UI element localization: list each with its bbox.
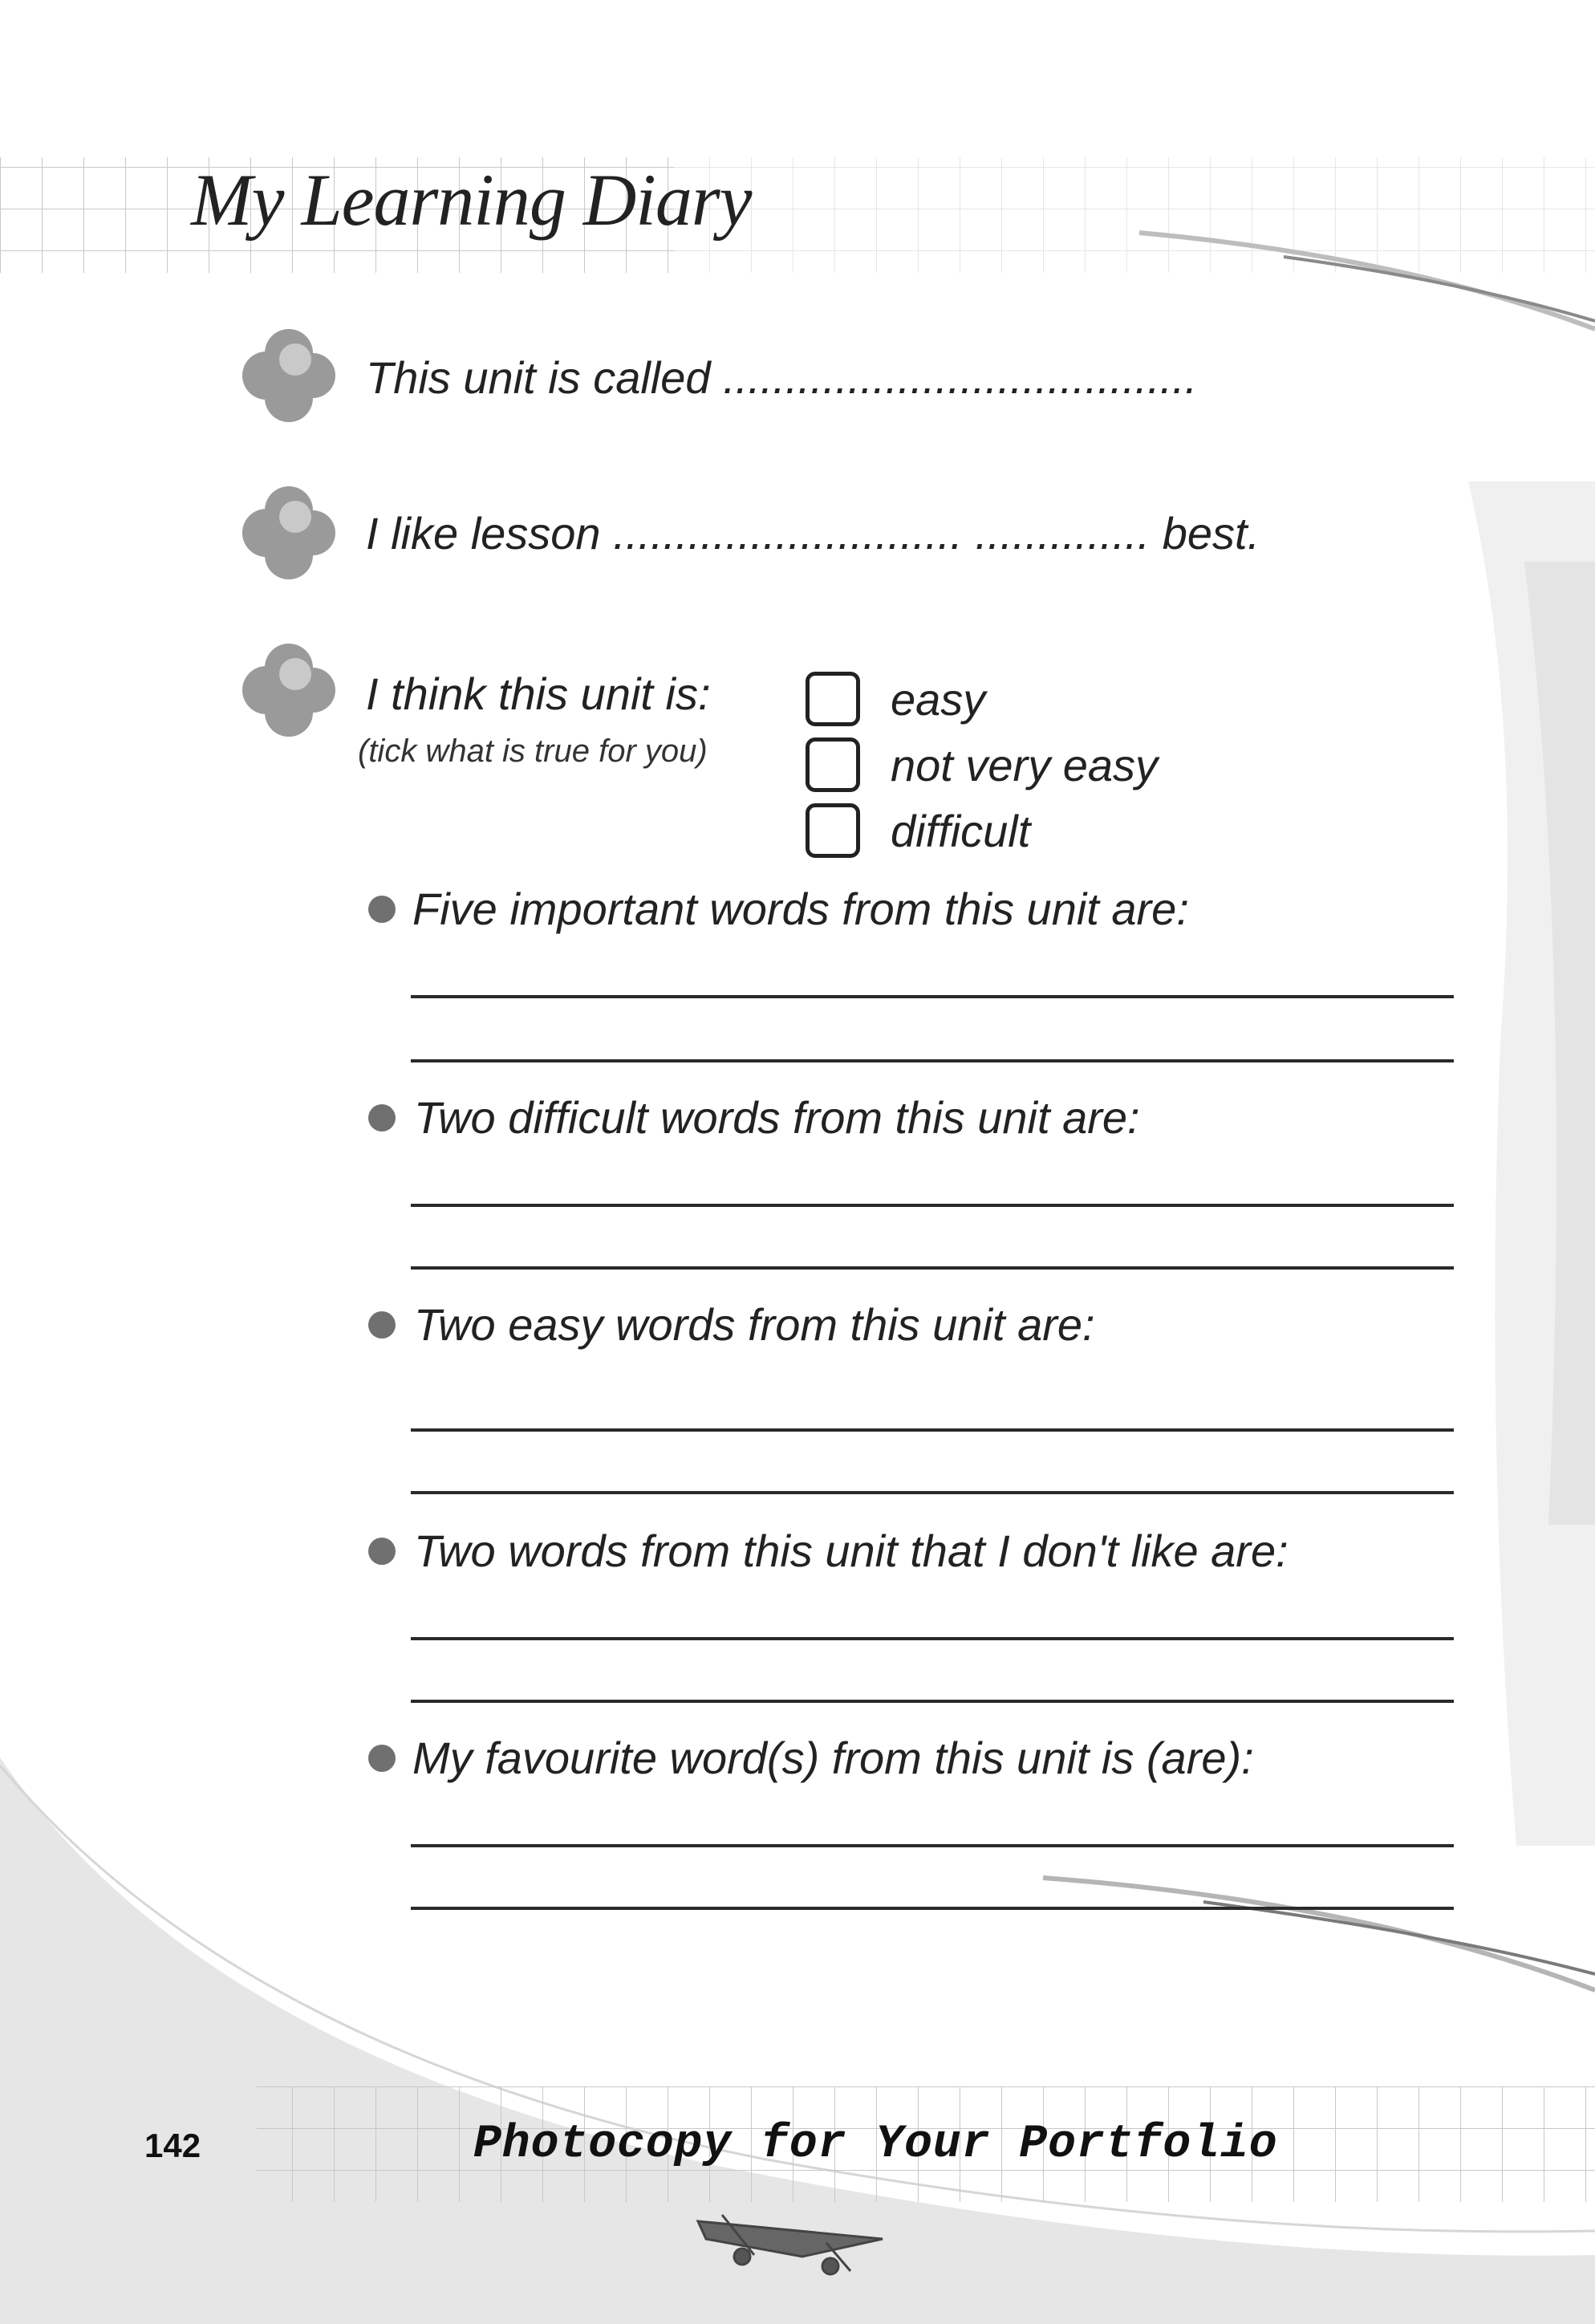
not-very-easy-checkbox[interactable] xyxy=(806,737,860,792)
answer-line[interactable] xyxy=(411,1700,1454,1703)
question-two-easy: Two easy words from this unit are: xyxy=(414,1299,1095,1350)
answer-line[interactable] xyxy=(411,1059,1454,1062)
clover-bullet-icon xyxy=(233,477,345,589)
bullet-dot xyxy=(368,1745,396,1772)
difficult-checkbox[interactable] xyxy=(806,803,860,858)
question-five-important: Five important words from this unit are: xyxy=(412,884,1189,934)
answer-line[interactable] xyxy=(411,1491,1454,1494)
option-easy[interactable] xyxy=(806,669,985,729)
answer-line[interactable] xyxy=(411,1907,1454,1910)
question-two-difficult: Two difficult words from this unit are: xyxy=(414,1092,1140,1143)
bullet-dot xyxy=(368,1104,396,1132)
footer-caption: Photocopy for Your Portfolio xyxy=(473,2119,1278,2171)
bullet-dot xyxy=(368,1311,396,1339)
option-not-very-easy[interactable] xyxy=(806,735,1158,794)
think-unit-label: I think this unit is: xyxy=(366,668,711,719)
answer-line[interactable] xyxy=(411,1428,1454,1432)
clover-bullet-icon xyxy=(233,634,345,746)
option-difficult[interactable] xyxy=(806,801,1030,860)
option-label: not very easy xyxy=(891,739,1159,790)
clover-bullet-icon xyxy=(233,319,345,432)
answer-line[interactable] xyxy=(411,1266,1454,1270)
bullet-dot xyxy=(368,1538,396,1565)
page-title: My Learning Diary xyxy=(191,159,752,241)
easy-checkbox[interactable] xyxy=(806,672,860,726)
option-label: easy xyxy=(891,673,986,725)
question-favourite: My favourite word(s) from this unit is (are): xyxy=(412,1733,1254,1783)
answer-line[interactable] xyxy=(411,995,1454,998)
bullet-dot xyxy=(368,896,396,923)
question-dont-like: Two words from this unit that I don't like are: xyxy=(414,1526,1289,1576)
like-lesson-line: I like lesson ............................ .............. best. xyxy=(366,508,1260,559)
tick-hint: (tick what is true for you) xyxy=(358,733,708,769)
option-label: difficult xyxy=(891,805,1031,856)
answer-line[interactable] xyxy=(411,1637,1454,1640)
answer-line[interactable] xyxy=(411,1204,1454,1207)
lower-swoosh xyxy=(1043,1878,1595,1990)
unit-called-line: This unit is called ...................................... xyxy=(366,352,1198,403)
answer-line[interactable] xyxy=(411,1844,1454,1847)
page-number: 142 xyxy=(144,2127,201,2164)
